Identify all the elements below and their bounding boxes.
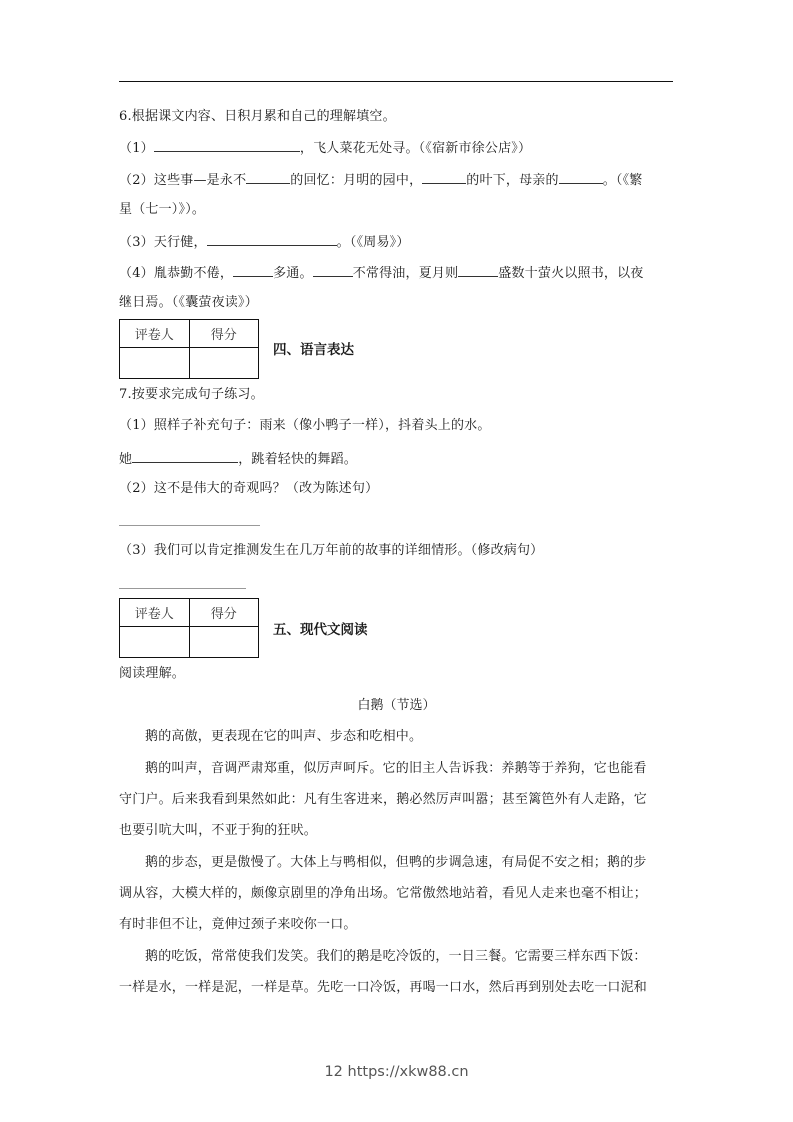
score-table-score-cell[interactable] [189, 348, 259, 379]
q6-item1 [119, 138, 531, 158]
q6-item4-blank-1[interactable] [233, 263, 273, 277]
passage-p2-line2: 守门户。后来我看到果然如此：凡有生客进来，鹅必然厉声叫嚣；甚至篱笆外有人走路，它 [119, 792, 648, 807]
q7-item2-answer-line[interactable] [119, 525, 260, 526]
q6-item2-blank-3[interactable] [559, 170, 603, 184]
q6-item2-mid1: 的回忆：月明的园中， [290, 173, 423, 188]
passage-title: 白鹅（节选） [357, 698, 436, 713]
q6-item4-suffix: 盛数十萤火以照书，以夜 [498, 266, 644, 281]
passage-p3-line2: 调从容，大模大样的，颇像京剧里的净角出场。它常傲然地站着，看见人走来也毫不相让； [119, 886, 648, 901]
q7-item2: （2）这不是伟大的奇观吗？（改为陈述句） [119, 481, 379, 496]
score-table-score-header: 得分 [189, 320, 259, 348]
q6-item2-blank-1[interactable] [246, 170, 290, 184]
section5-title: 五、现代文阅读 [273, 622, 368, 638]
passage-p1-line1: 鹅的高傲，更表现在它的叫声、步态和吃相中。 [145, 729, 423, 744]
reading-instruction: 阅读理解。 [119, 666, 186, 681]
q7-item1: （1）照样子补充句子：雨来（像小鸭子一样），抖着头上的水。 [119, 418, 491, 433]
q6-item3 [119, 232, 410, 252]
score-table-score-header: 得分 [189, 599, 259, 627]
q6-item4-prefix: （4）胤恭勤不倦， [119, 266, 234, 281]
q7-item1-answer [119, 449, 357, 469]
header-rule [119, 81, 673, 82]
q6-item4-mid1: 多通。 [273, 266, 313, 281]
q6-item2-mid2: 的叶下，母亲的 [466, 173, 559, 188]
q6-item4 [119, 263, 644, 283]
q6-item2-prefix: （2）这些事—是永不 [119, 173, 247, 188]
q6-item4-blank-2[interactable] [313, 263, 353, 277]
q6-item2-blank-2[interactable] [422, 170, 466, 184]
passage-p3-line3: 有时非但不让，竟伸过颈子来咬你一口。 [119, 917, 357, 932]
q7-item3-answer-line[interactable] [119, 588, 246, 589]
passage-p4-line1: 鹅的吃饭，常常使我们发笑。我们的鹅是吃冷饭的，一日三餐。它需要三样东西下饭： [145, 949, 647, 964]
passage-p2-line1: 鹅的叫声，音调严肃郑重，似厉声呵斥。它的旧主人告诉我：养鹅等于养狗，它也能看 [145, 761, 647, 776]
score-table-grader-cell[interactable] [120, 627, 190, 658]
q6-item2-suffix: 。（《繁 [602, 173, 643, 188]
q7-item1-answer-suffix: ，跳着轻快的舞蹈。 [238, 452, 358, 467]
score-table-section4 [119, 319, 259, 379]
q7-title: 7.按要求完成句子练习。 [119, 387, 264, 402]
section4-title: 四、语言表达 [273, 342, 354, 358]
q6-item4-mid2: 不常得油，夏月则 [352, 266, 459, 281]
q6-item1-suffix: ，飞人菜花无处寻。（《宿新市徐公店》） [299, 141, 532, 156]
q7-item1-answer-prefix: 她 [119, 452, 133, 467]
q6-item2-line2: 星（七一）》）。 [119, 202, 206, 217]
q6-item3-prefix: （3）天行健， [119, 235, 207, 250]
passage-p2-line3: 也要引吭大叫，不亚于狗的狂吠。 [119, 823, 318, 838]
passage-p3-line1: 鹅的步态，更是傲慢了。大体上与鸭相似，但鸭的步调急速，有局促不安之相；鹅的步 [145, 855, 647, 870]
score-table-grader-header: 评卷人 [120, 599, 190, 627]
passage-p4-line2: 一样是水，一样是泥，一样是草。先吃一口冷饭，再喝一口水，然后再到别处去吃一口泥和 [119, 980, 648, 995]
score-table-grader-header: 评卷人 [120, 320, 190, 348]
q6-item4-line2: 继日焉。（《囊萤夜读》） [119, 295, 258, 310]
score-table-section5 [119, 598, 259, 658]
page-footer: 12 https://xkw88.cn [324, 1064, 469, 1080]
q6-item3-suffix: 。（《周易》） [336, 235, 410, 250]
q6-item1-blank[interactable] [154, 138, 300, 152]
q6-item4-blank-3[interactable] [458, 263, 498, 277]
q6-item3-blank[interactable] [207, 232, 337, 246]
q6-item1-prefix: （1） [119, 141, 154, 156]
q6-item2 [119, 170, 643, 190]
q7-item1-blank[interactable] [132, 449, 238, 463]
score-table-score-cell[interactable] [189, 627, 259, 658]
q6-title: 6.根据课文内容、日积月累和自己的理解填空。 [119, 109, 396, 124]
score-table-grader-cell[interactable] [120, 348, 190, 379]
q7-item3: （3）我们可以肯定推测发生在几万年前的故事的详细情形。（修改病句） [119, 543, 544, 558]
